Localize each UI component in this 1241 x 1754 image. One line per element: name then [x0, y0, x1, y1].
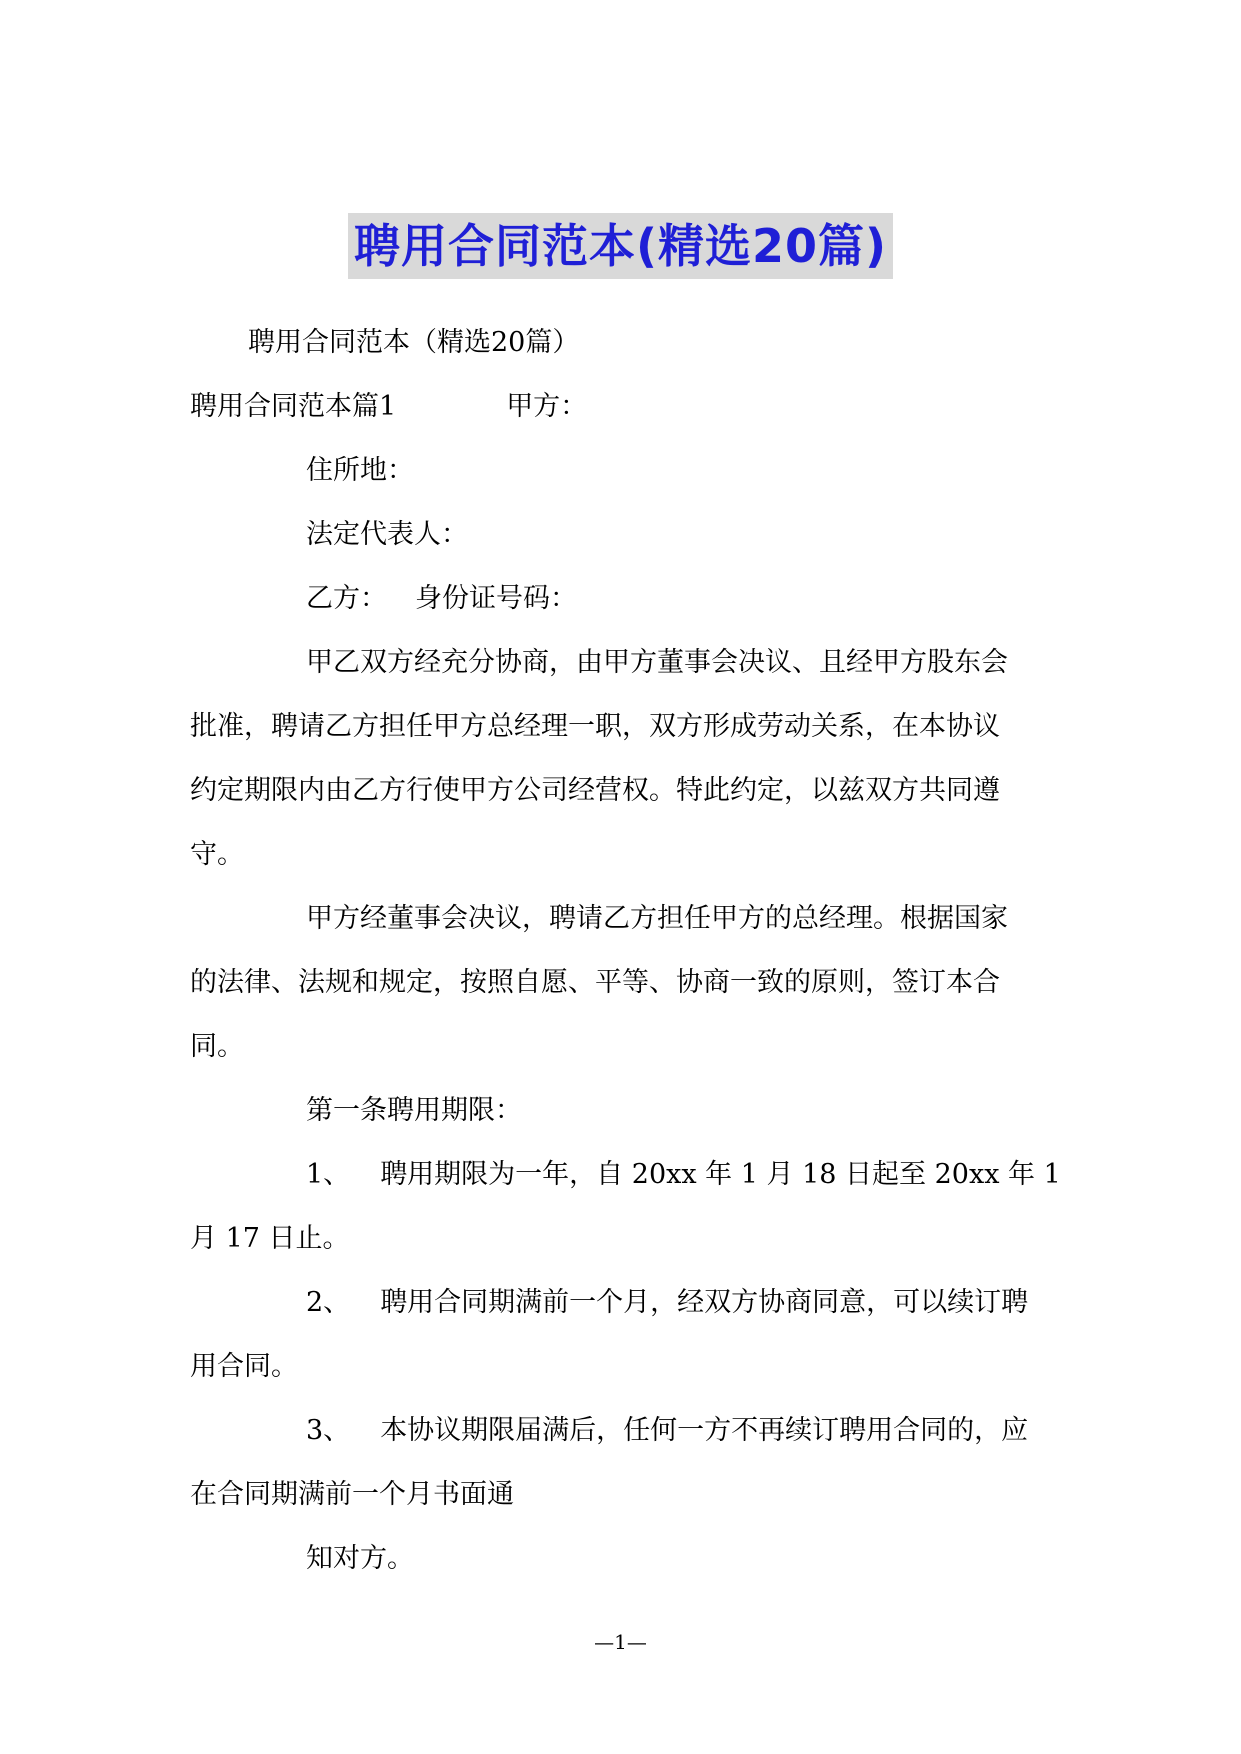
item-continuation: 在合同期满前一个月书面通: [190, 1479, 514, 1510]
item-number: 3、: [306, 1415, 351, 1446]
item-number: 2、: [306, 1287, 351, 1318]
legal-rep-label: 法定代表人：: [306, 519, 468, 550]
page-number: —1—: [594, 1630, 647, 1654]
para2-line: 同。: [190, 1031, 244, 1062]
item-number: 1、: [306, 1159, 351, 1190]
list-item: [306, 1157, 1186, 1193]
title-container: [0, 213, 1241, 279]
subtitle: 聘用合同范本（精选20篇）: [248, 327, 580, 358]
trailing-line: 知对方。: [306, 1543, 414, 1574]
item-continuation: 月 17 日止。: [190, 1223, 350, 1254]
para1-line: 甲乙双方经充分协商，由甲方董事会决议、且经甲方股东会: [306, 647, 1008, 678]
item-continuation: 用合同。: [190, 1351, 298, 1382]
list-item: [306, 1413, 1186, 1449]
item-text: 聘用合同期满前一个月，经双方协商同意，可以续订聘: [380, 1287, 1029, 1318]
para2-line: 甲方经董事会决议，聘请乙方担任甲方的总经理。根据国家: [306, 903, 1008, 934]
party-b-label: 乙方：: [306, 583, 387, 614]
section-heading: 聘用合同范本篇1: [190, 391, 397, 422]
list-item: [306, 1285, 1186, 1321]
para2-line: 的法律、法规和规定，按照自愿、平等、协商一致的原则，签订本合: [190, 967, 1000, 998]
article1-heading: 第一条聘用期限：: [306, 1095, 522, 1126]
para1-line: 批准，聘请乙方担任甲方总经理一职，双方形成劳动关系，在本协议: [190, 711, 1000, 742]
party-b-row: [306, 581, 1186, 617]
id-number-label: 身份证号码：: [415, 583, 577, 614]
party-a-label: 甲方：: [506, 391, 588, 422]
para1-line: 约定期限内由乙方行使甲方公司经营权。特此约定，以兹双方共同遵: [190, 775, 1000, 806]
section-heading-row: [190, 389, 1070, 425]
item-text: 聘用期限为一年，自 20xx 年 1 月 18 日起至 20xx 年 1: [380, 1159, 1061, 1190]
address-label: 住所地：: [306, 455, 414, 486]
document-title: 聘用合同范本(精选20篇): [348, 213, 893, 279]
para1-line: 守。: [190, 839, 244, 870]
item-text: 本协议期限届满后，任何一方不再续订聘用合同的，应: [380, 1415, 1029, 1446]
